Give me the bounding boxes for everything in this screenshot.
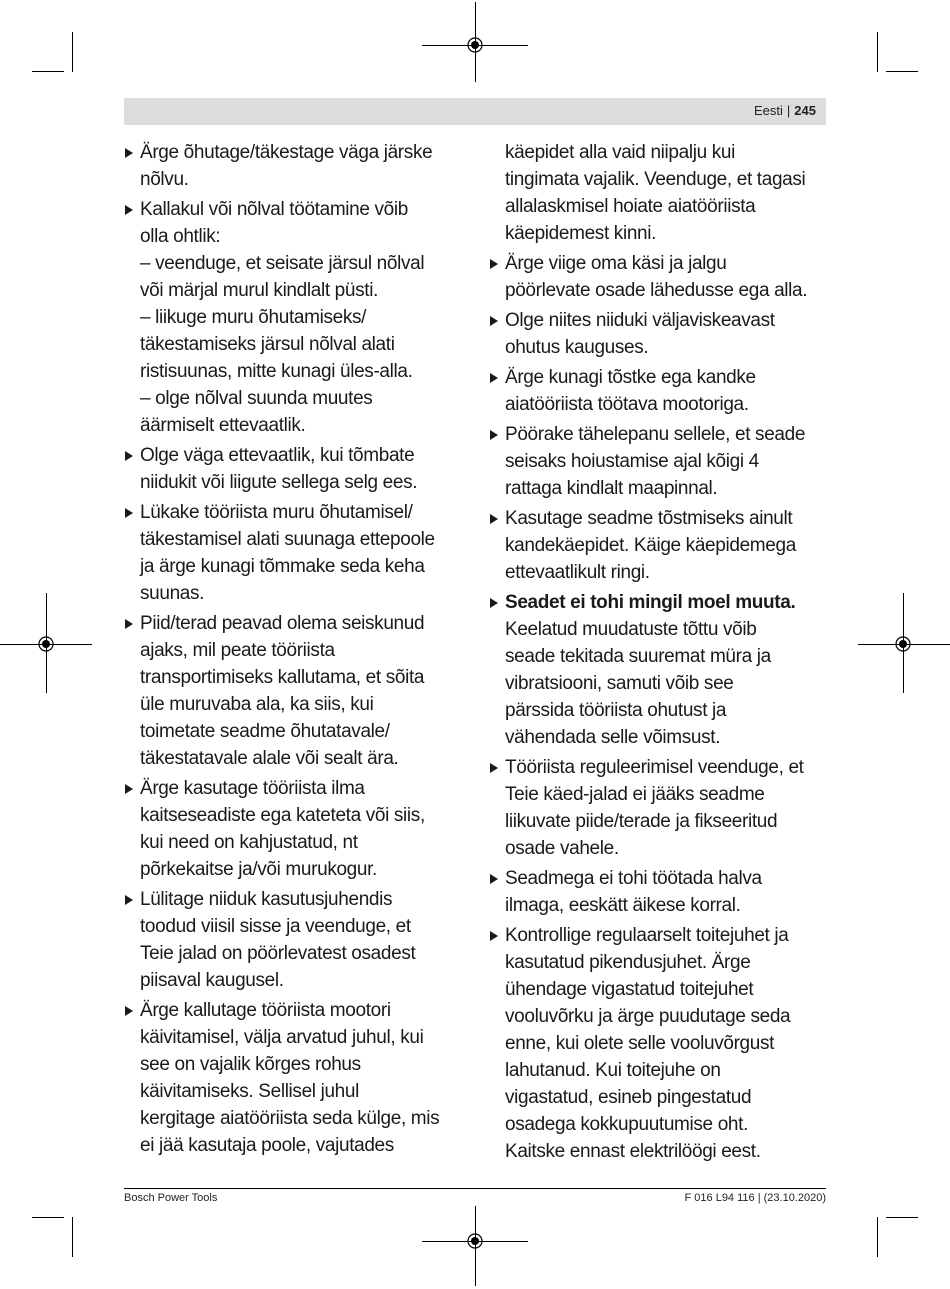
bullet-triangle-icon <box>125 619 133 629</box>
text-line: Ärge kunagi tõstke ega kandke <box>505 367 756 388</box>
text-line: Keelatud muudatuste tõttu võib <box>505 619 757 640</box>
safety-bullet-item <box>124 196 464 439</box>
safety-bullet-item <box>489 364 829 418</box>
header-separator: | <box>786 103 791 118</box>
safety-bullet-item <box>124 610 464 772</box>
safety-bullet-item <box>489 589 829 751</box>
text-line: Piid/terad peavad olema seiskunud <box>140 613 425 634</box>
text-line: osadega kokkupuutumise oht. <box>505 1114 748 1135</box>
footer-rule <box>124 1188 826 1189</box>
safety-bullet-item <box>489 922 829 1165</box>
bullet-triangle-icon <box>125 784 133 794</box>
text-line: Ärge kallutage tööriista mootori <box>140 1000 391 1021</box>
text-line: Olge niites niiduki väljaviskeavast <box>505 310 775 331</box>
text-line: see on vajalik kõrges rohus <box>140 1054 361 1075</box>
bullet-triangle-icon <box>125 508 133 518</box>
text-line: täkestamisel alati suunaga ettepoole <box>140 529 435 550</box>
bullet-triangle-icon <box>490 931 498 941</box>
text-line: täkestamiseks järsul nõlval alati <box>140 334 395 355</box>
text-line: vibratsiooni, samuti võib see <box>505 673 734 694</box>
bullet-triangle-icon <box>125 1006 133 1016</box>
text-line: kergitage aiatööriista seda külge, mis <box>140 1108 440 1129</box>
text-line: vähendada selle võimsust. <box>505 727 721 748</box>
text-line: käivitamisel, välja arvatud juhul, kui <box>140 1027 424 1048</box>
text-line: Ärge kasutage tööriista ilma <box>140 778 365 799</box>
bullet-triangle-icon <box>125 148 133 158</box>
header-language: Eesti <box>754 103 783 118</box>
crop-mark <box>32 71 64 72</box>
bullet-triangle-icon <box>490 259 498 269</box>
crop-mark <box>877 1217 878 1257</box>
safety-bullet-item <box>489 250 829 304</box>
registration-mark-icon <box>894 635 912 653</box>
text-line: allalaskmisel hoiate aiatööriista <box>505 196 756 217</box>
text-line: põrkekaitse ja/või murukogur. <box>140 859 377 880</box>
text-line: seade tekitada suuremat müra ja <box>505 646 771 667</box>
crop-mark <box>886 1217 918 1218</box>
safety-bullet-item <box>489 865 829 919</box>
text-line: vooluvõrku ja ärge puudutage seda <box>505 1006 791 1027</box>
safety-bullet-item <box>489 505 829 586</box>
text-line: kandekäepidet. Käige käepidemega <box>505 535 796 556</box>
bullet-triangle-icon <box>490 316 498 326</box>
text-line: Ärge viige oma käsi ja jalgu <box>505 253 727 274</box>
page-header <box>124 98 826 125</box>
text-line: seisaks hoiustamise ajal kõigi 4 <box>505 451 759 472</box>
crop-mark <box>877 32 878 72</box>
bullet-triangle-icon <box>490 598 498 608</box>
safety-bullet-item <box>124 997 464 1159</box>
text-line: olla ohtlik: <box>140 226 221 247</box>
text-line: Teie jalad on pöörlevatest osadest <box>140 943 416 964</box>
text-line: aiatööriista töötava mootoriga. <box>505 394 749 415</box>
bullet-triangle-icon <box>125 451 133 461</box>
text-line: Kaitske ennast elektrilöögi eest. <box>505 1141 761 1162</box>
bullet-triangle-icon <box>490 430 498 440</box>
bullet-triangle-icon <box>125 205 133 215</box>
footer-doc-code: F 016 L94 116 | (23.10.2020) <box>684 1192 826 1204</box>
text-line: Kallakul või nõlval töötamine võib <box>140 199 408 220</box>
header-text <box>754 103 816 118</box>
bullet-triangle-icon <box>490 514 498 524</box>
text-line: ühendage vigastatud toitejuhet <box>505 979 754 1000</box>
bullet-triangle-icon <box>490 373 498 383</box>
safety-bullet-item <box>124 775 464 883</box>
text-line: Seadet ei tohi mingil moel muuta. <box>505 592 796 613</box>
text-line: Pöörake tähelepanu sellele, et seade <box>505 424 806 445</box>
safety-bullet-item <box>489 754 829 862</box>
text-line: Ärge õhutage/täkestage väga järske <box>140 142 433 163</box>
text-line: pöörlevate osade lähedusse ega alla. <box>505 280 808 301</box>
text-line: – veenduge, et seisate järsul nõlval <box>140 253 425 274</box>
registration-mark-icon <box>466 1232 484 1250</box>
text-line: piisaval kaugusel. <box>140 970 284 991</box>
text-line: äärmiselt ettevaatlik. <box>140 415 306 436</box>
text-line: kaitseseadiste ega kateteta või siis, <box>140 805 425 826</box>
text-line: ja ärge kunagi tõmmake seda keha <box>140 556 425 577</box>
text-line: liikuvate piide/terade ja fikseeritud <box>505 811 778 832</box>
text-line: täkestatavale alale või sealt ära. <box>140 748 399 769</box>
page-number: 245 <box>794 103 816 118</box>
text-line: Kontrollige regulaarselt toitejuhet ja <box>505 925 789 946</box>
continued-paragraph <box>489 139 829 247</box>
crop-mark <box>72 1217 73 1257</box>
text-line: tingimata vajalik. Veenduge, et tagasi <box>505 169 806 190</box>
text-line: ajaks, mil peate tööriista <box>140 640 335 661</box>
text-line: enne, kui olete selle vooluvõrgust <box>505 1033 775 1054</box>
text-line: Tööriista reguleerimisel veenduge, et <box>505 757 804 778</box>
right-column <box>489 139 829 1168</box>
registration-mark-icon <box>37 635 55 653</box>
text-line: niidukit või liigute sellega selg ees. <box>140 472 418 493</box>
safety-bullet-item <box>124 499 464 607</box>
safety-bullet-item <box>124 442 464 496</box>
bullet-triangle-icon <box>490 874 498 884</box>
text-line: Lülitage niiduk kasutusjuhendis <box>140 889 393 910</box>
registration-mark-icon <box>466 36 484 54</box>
text-line: lahutanud. Kui toitejuhe on <box>505 1060 721 1081</box>
safety-bullet-item <box>124 886 464 994</box>
text-line: Lükake tööriista muru õhutamisel/ <box>140 502 413 523</box>
safety-bullet-item <box>489 307 829 361</box>
text-line: käepidemest kinni. <box>505 223 657 244</box>
text-line: transportimiseks kallutama, et sõita <box>140 667 425 688</box>
text-line: kasutatud pikendusjuhet. Ärge <box>505 952 751 973</box>
left-column <box>124 139 464 1162</box>
text-line: ei jää kasutaja poole, vajutades <box>140 1135 394 1156</box>
text-line: toodud viisil sisse ja veenduge, et <box>140 916 411 937</box>
text-line: üle muruvaba ala, ka siis, kui <box>140 694 374 715</box>
text-line: Olge väga ettevaatlik, kui tõmbate <box>140 445 415 466</box>
crop-mark <box>72 32 73 72</box>
text-line: – liikuge muru õhutamiseks/ <box>140 307 367 328</box>
text-line: ohutus kauguses. <box>505 337 649 358</box>
text-line: pärssida tööriista ohutust ja <box>505 700 727 721</box>
text-line: vigastatud, esineb pingestatud <box>505 1087 752 1108</box>
text-line: toimetate seadme õhutatavale/ <box>140 721 390 742</box>
safety-bullet-item <box>489 421 829 502</box>
bullet-triangle-icon <box>490 763 498 773</box>
crop-mark <box>886 71 918 72</box>
text-line: – olge nõlval suunda muutes <box>140 388 373 409</box>
safety-bullet-item <box>124 139 464 193</box>
text-line: Kasutage seadme tõstmiseks ainult <box>505 508 793 529</box>
text-line: kui need on kahjustatud, nt <box>140 832 358 853</box>
text-line: Teie käed-jalad ei jääks seadme <box>505 784 765 805</box>
footer-publisher: Bosch Power Tools <box>124 1192 218 1204</box>
crop-mark <box>32 1217 64 1218</box>
text-line: ettevaatlikult ringi. <box>505 562 650 583</box>
text-line: käepidet alla vaid niipalju kui <box>505 142 735 163</box>
text-line: käivitamiseks. Sellisel juhul <box>140 1081 359 1102</box>
bullet-triangle-icon <box>125 895 133 905</box>
text-line: ristisuunas, mitte kunagi üles-alla. <box>140 361 413 382</box>
text-line: osade vahele. <box>505 838 619 859</box>
text-line: ilmaga, eeskätt äikese korral. <box>505 895 741 916</box>
text-line: suunas. <box>140 583 205 604</box>
text-line: nõlvu. <box>140 169 189 190</box>
text-line: või märjal murul kindlalt püsti. <box>140 280 378 301</box>
text-line: rattaga kindlalt maapinnal. <box>505 478 718 499</box>
text-line: Seadmega ei tohi töötada halva <box>505 868 762 889</box>
